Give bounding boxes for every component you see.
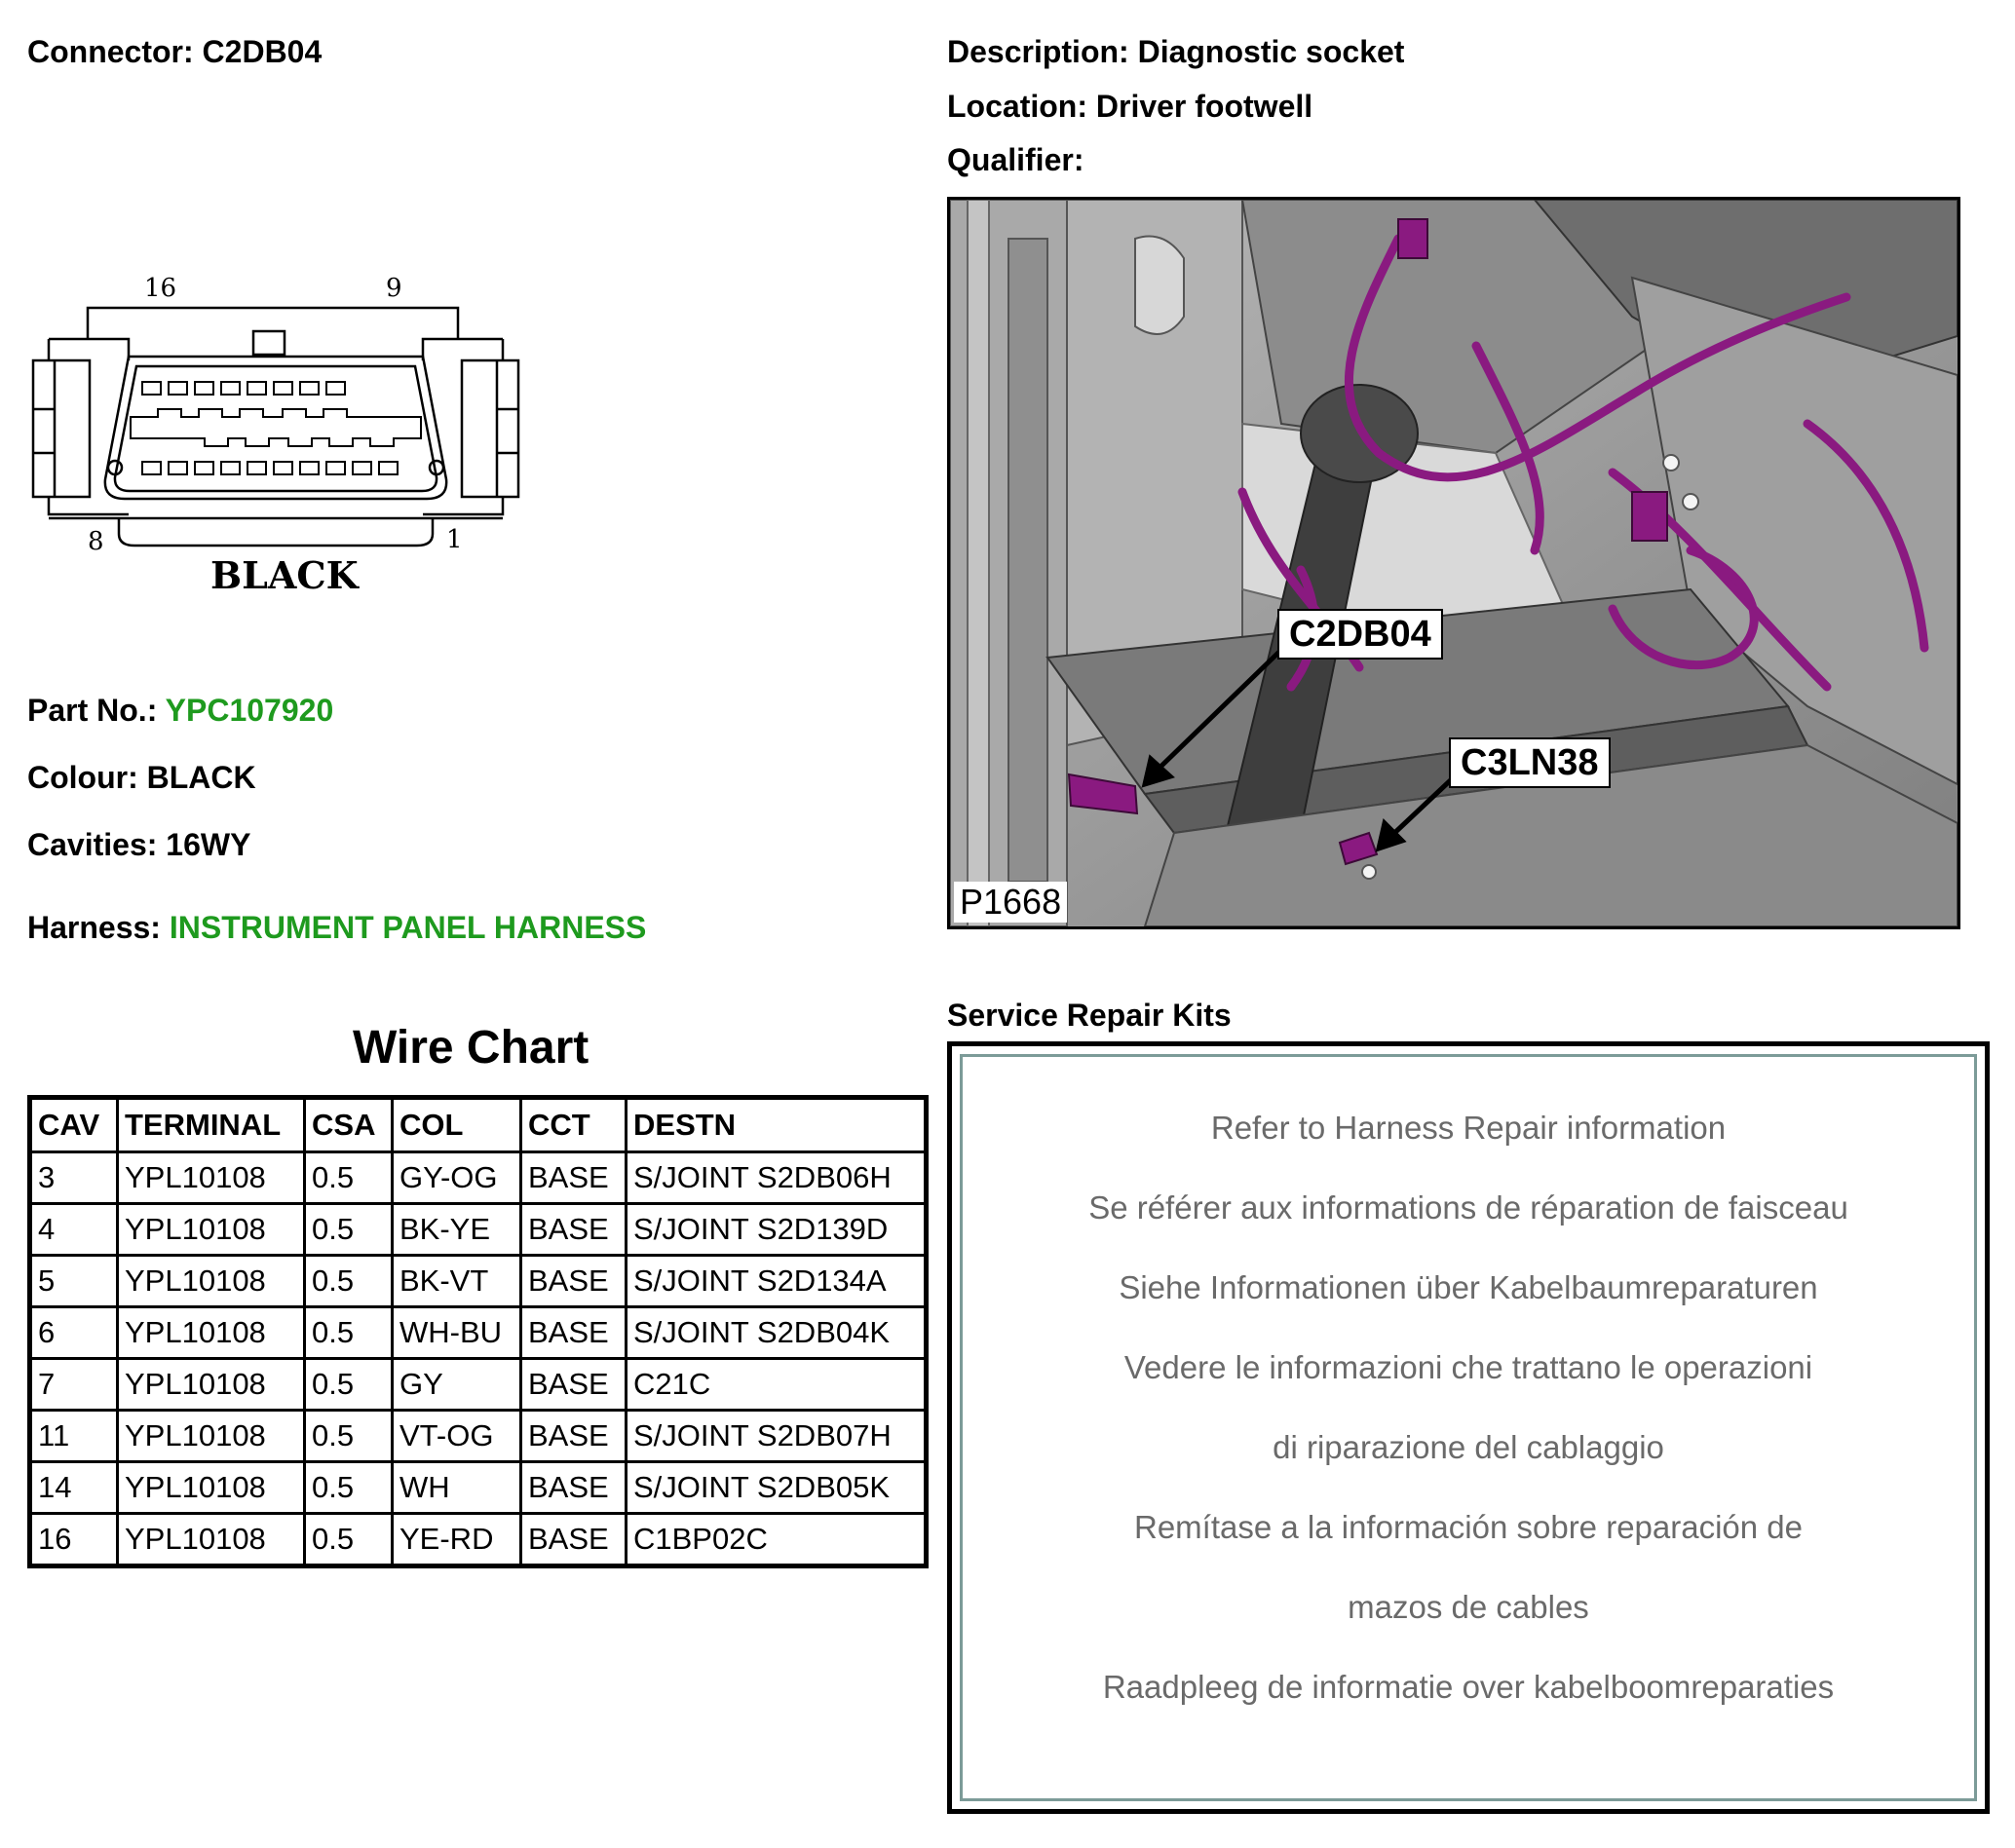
cell-cav: 11	[30, 1411, 118, 1462]
cell-destn: S/JOINT S2D139D	[627, 1204, 927, 1256]
cell-cav: 3	[30, 1152, 118, 1204]
cell-col: WH-BU	[393, 1307, 521, 1359]
cell-col: GY	[393, 1359, 521, 1411]
kits-line-it-1: Vedere le informazioni che trattano le operazioni	[1123, 1349, 1813, 1385]
wire-chart-header-row	[30, 1098, 927, 1152]
cell-terminal: YPL10108	[118, 1411, 305, 1462]
connector-value: C2DB04	[202, 34, 323, 69]
cell-csa: 0.5	[305, 1411, 393, 1462]
cell-cav: 7	[30, 1359, 118, 1411]
table-row	[30, 1514, 927, 1566]
cell-terminal: YPL10108	[118, 1359, 305, 1411]
cell-terminal: YPL10108	[118, 1307, 305, 1359]
connector-face-diagram	[27, 263, 524, 599]
kits-line-nl: Raadpleeg de informatie over kabelboomreparaties	[1102, 1669, 1835, 1705]
cell-cct: BASE	[521, 1256, 627, 1307]
service-repair-kits-panel	[960, 1054, 1977, 1801]
table-row	[30, 1411, 927, 1462]
table-row	[30, 1462, 927, 1514]
harness-label: Harness:	[27, 910, 161, 945]
cell-cct: BASE	[521, 1359, 627, 1411]
cell-cav: 14	[30, 1462, 118, 1514]
pin-label-16: 16	[144, 274, 177, 303]
callout-c2db04: C2DB04	[1277, 609, 1443, 660]
kits-line-es-1: Remítase a la información sobre reparación de	[1133, 1509, 1804, 1545]
location-photo	[947, 197, 1960, 929]
column-header-terminal: TERMINAL	[118, 1098, 305, 1152]
cell-col: BK-VT	[393, 1256, 521, 1307]
cell-cav: 16	[30, 1514, 118, 1566]
colour-value: BLACK	[146, 760, 256, 795]
cell-cct: BASE	[521, 1204, 627, 1256]
cell-cav: 5	[30, 1256, 118, 1307]
callout-c3ln38: C3LN38	[1449, 737, 1611, 788]
cell-col: VT-OG	[393, 1411, 521, 1462]
cell-cct: BASE	[521, 1514, 627, 1566]
colour-field	[27, 759, 256, 796]
cell-terminal: YPL10108	[118, 1462, 305, 1514]
qualifier-field	[947, 141, 1084, 178]
service-repair-kits-title: Service Repair Kits	[947, 998, 1232, 1033]
cell-cct: BASE	[521, 1411, 627, 1462]
wire-chart-table	[27, 1095, 929, 1568]
cell-destn: S/JOINT S2DB07H	[627, 1411, 927, 1462]
cell-terminal: YPL10108	[118, 1514, 305, 1566]
kits-line-fr: Se référer aux informations de réparation de faisceau	[1088, 1189, 1848, 1226]
cavities-field	[27, 826, 250, 863]
cell-destn: C21C	[627, 1359, 927, 1411]
cell-destn: S/JOINT S2DB04K	[627, 1307, 927, 1359]
description-label: Description:	[947, 34, 1129, 69]
location-field	[947, 88, 1312, 125]
cell-csa: 0.5	[305, 1152, 393, 1204]
table-row	[30, 1359, 927, 1411]
description-field	[947, 33, 1404, 70]
wire-chart-body	[30, 1152, 927, 1566]
service-repair-kits-box	[947, 1041, 1990, 1814]
cell-csa: 0.5	[305, 1256, 393, 1307]
colour-label: Colour:	[27, 760, 138, 795]
cell-cct: BASE	[521, 1152, 627, 1204]
cavities-label: Cavities:	[27, 827, 158, 862]
cell-cct: BASE	[521, 1462, 627, 1514]
pin-label-9: 9	[386, 274, 402, 303]
pin-label-1: 1	[446, 525, 463, 554]
table-row	[30, 1152, 927, 1204]
kits-line-it-2: di riparazione del cablaggio	[1273, 1429, 1664, 1465]
connector-field	[27, 33, 322, 70]
cell-col: YE-RD	[393, 1514, 521, 1566]
cell-cav: 4	[30, 1204, 118, 1256]
harness-field	[27, 909, 646, 946]
cell-csa: 0.5	[305, 1462, 393, 1514]
description-value: Diagnostic socket	[1137, 34, 1405, 69]
table-row	[30, 1256, 927, 1307]
cell-destn: S/JOINT S2DB06H	[627, 1152, 927, 1204]
kits-line-en: Refer to Harness Repair information	[1210, 1110, 1727, 1146]
diagram-colour-label: BLACK	[210, 553, 359, 597]
cell-cav: 6	[30, 1307, 118, 1359]
location-value: Driver footwell	[1095, 89, 1313, 124]
cell-col: GY-OG	[393, 1152, 521, 1204]
cell-col: BK-YE	[393, 1204, 521, 1256]
pin-label-8: 8	[88, 527, 104, 556]
cell-csa: 0.5	[305, 1307, 393, 1359]
table-row	[30, 1307, 927, 1359]
column-header-destn: DESTN	[627, 1098, 927, 1152]
cell-csa: 0.5	[305, 1514, 393, 1566]
location-label: Location:	[947, 89, 1087, 124]
cell-destn: C1BP02C	[627, 1514, 927, 1566]
cell-terminal: YPL10108	[118, 1256, 305, 1307]
cell-csa: 0.5	[305, 1204, 393, 1256]
column-header-cct: CCT	[521, 1098, 627, 1152]
cell-col: WH	[393, 1462, 521, 1514]
cell-terminal: YPL10108	[118, 1204, 305, 1256]
cell-cct: BASE	[521, 1307, 627, 1359]
kits-line-de: Siehe Informationen über Kabelbaumreparaturen	[1119, 1269, 1818, 1305]
photo-reference: P1668	[954, 882, 1067, 923]
location-illustration	[950, 200, 1958, 926]
cell-terminal: YPL10108	[118, 1152, 305, 1204]
wire-chart-title: Wire Chart	[353, 1022, 589, 1074]
kits-line-es-2: mazos de cables	[1348, 1589, 1589, 1625]
part-no-label: Part No.:	[27, 693, 158, 728]
connector-label: Connector:	[27, 34, 194, 69]
cell-destn: S/JOINT S2DB05K	[627, 1462, 927, 1514]
part-no-field	[27, 692, 333, 729]
harness-link[interactable]: INSTRUMENT PANEL HARNESS	[169, 910, 647, 945]
qualifier-label: Qualifier:	[947, 142, 1084, 177]
column-header-cav: CAV	[30, 1098, 118, 1152]
cell-destn: S/JOINT S2D134A	[627, 1256, 927, 1307]
part-no-link[interactable]: YPC107920	[165, 693, 334, 728]
cavities-value: 16WY	[166, 827, 251, 862]
table-row	[30, 1204, 927, 1256]
column-header-csa: CSA	[305, 1098, 393, 1152]
cell-csa: 0.5	[305, 1359, 393, 1411]
column-header-col: COL	[393, 1098, 521, 1152]
